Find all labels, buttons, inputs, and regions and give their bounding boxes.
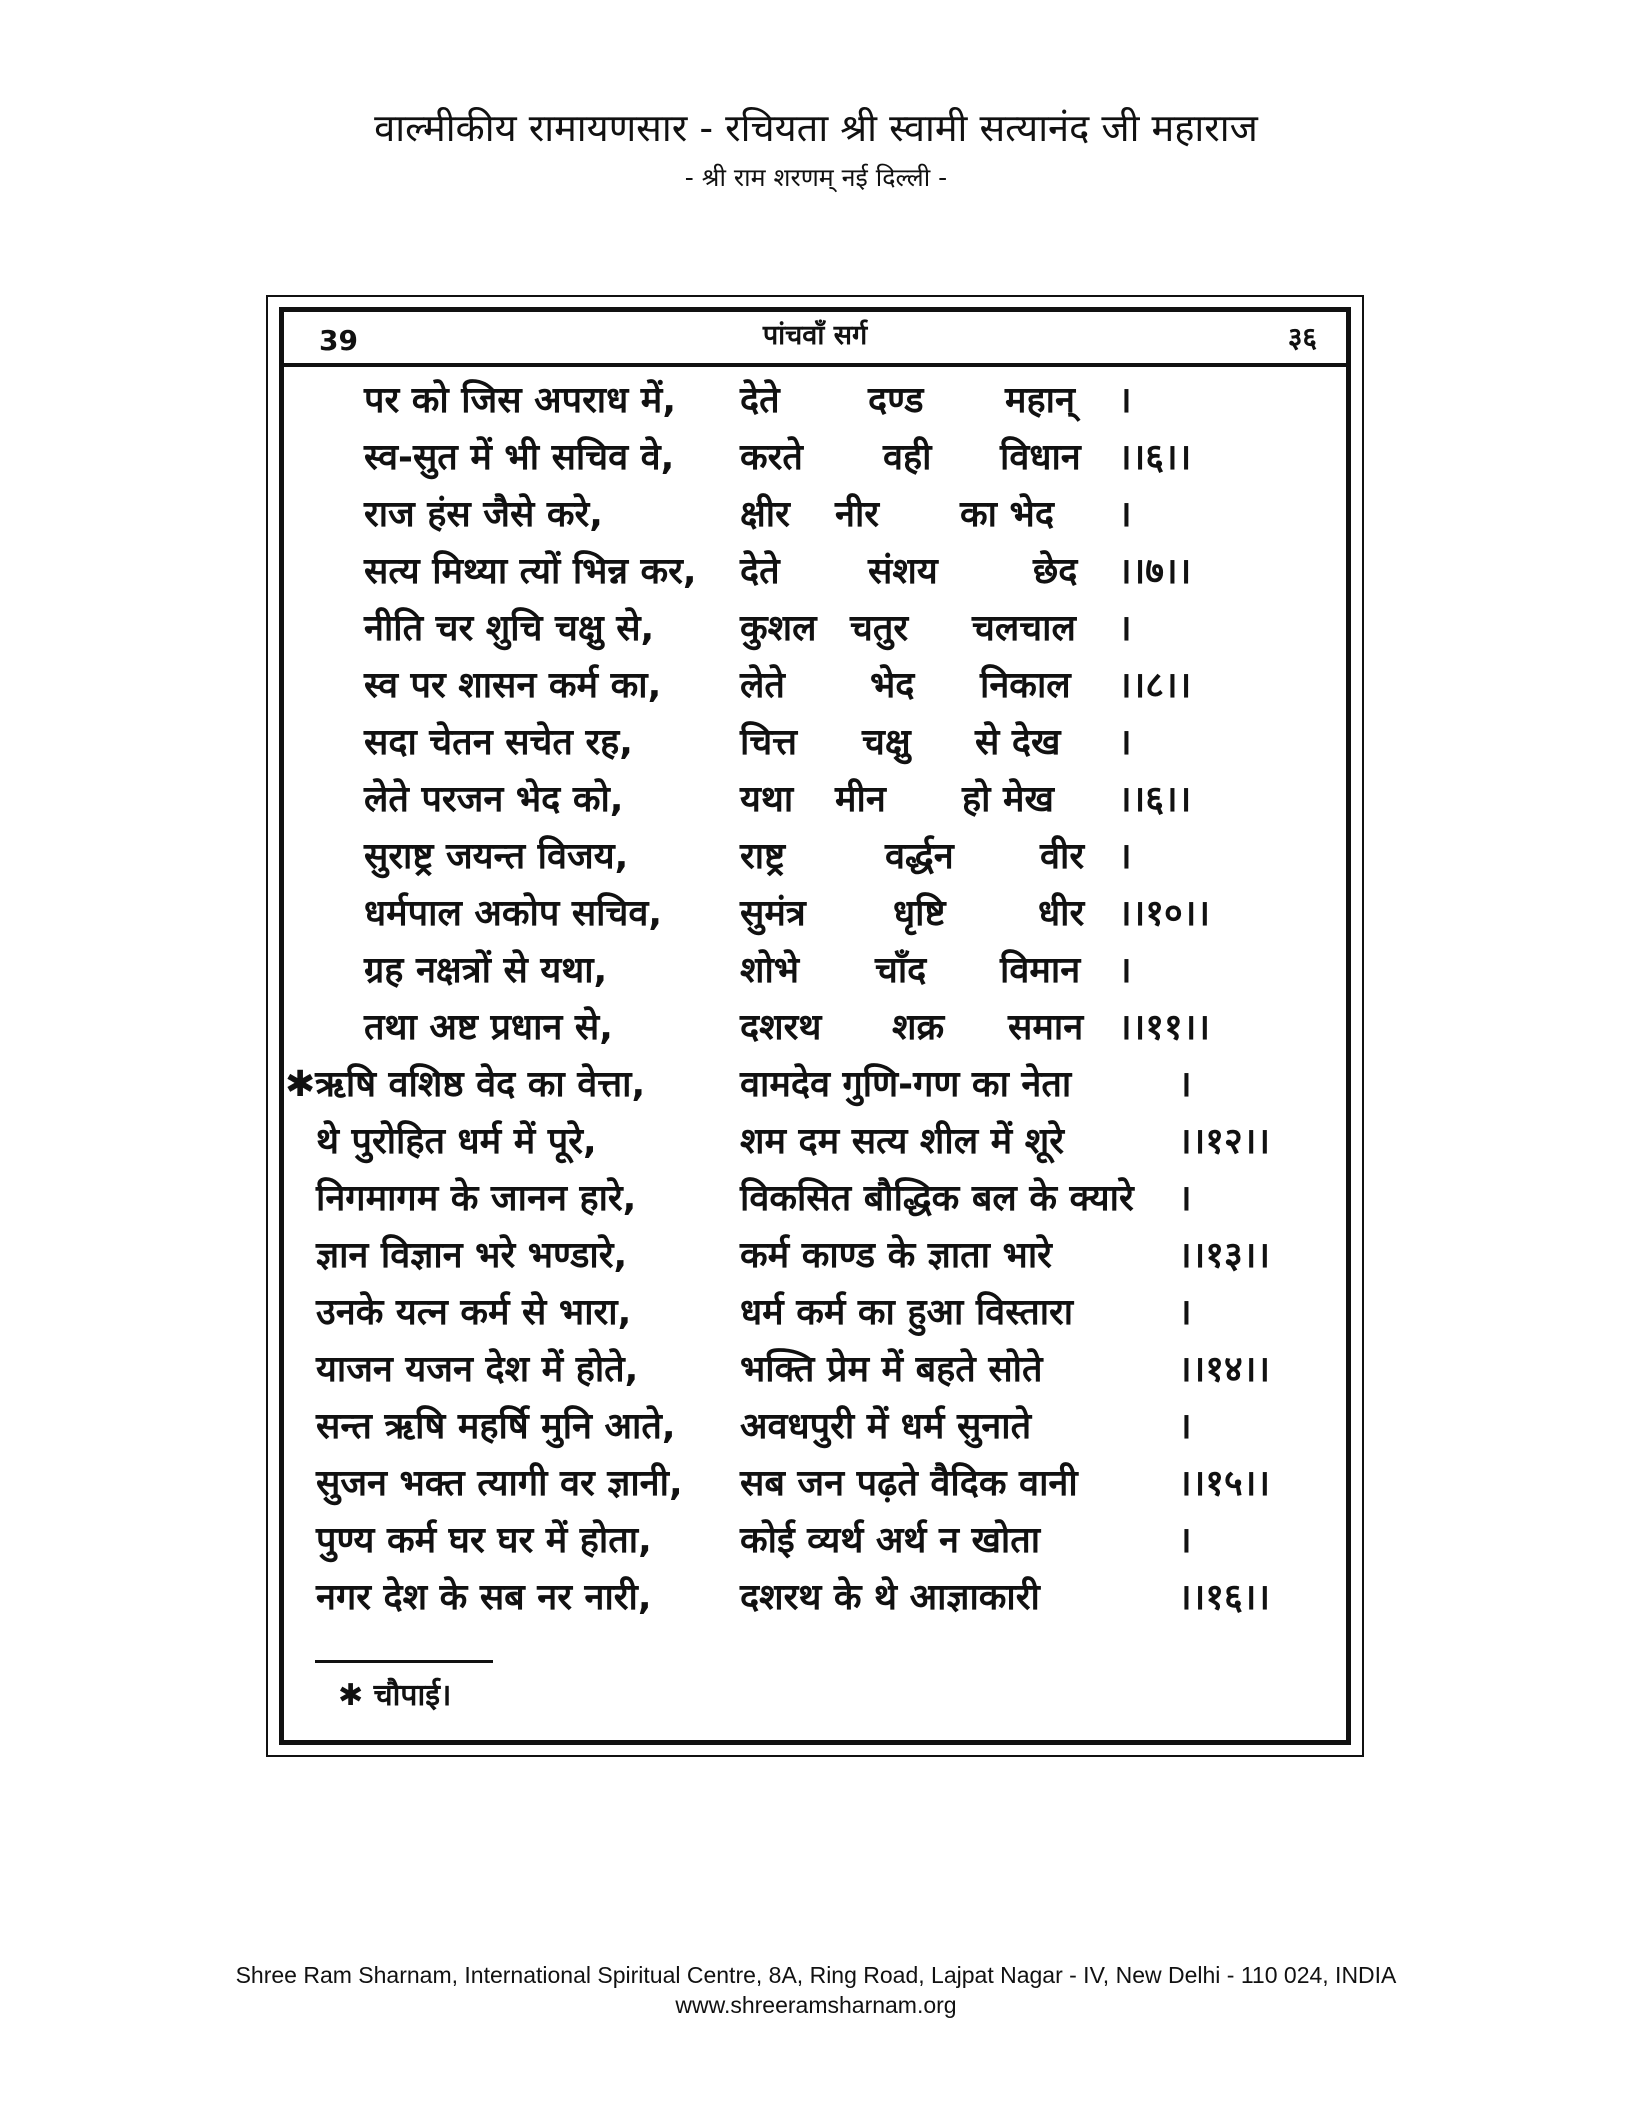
verse-end-mark: । [1118,722,1132,763]
verse-part-c: धृष्टि [893,893,946,934]
verse-part-a: तथा अष्ट प्रधान से, [364,1007,613,1048]
chaupai-end-mark: । [1178,1292,1192,1333]
chaupai-part-a: याजन यजन देश में होते, [316,1349,639,1390]
verse-part-b: करते [740,437,803,478]
chaupai-part-a: पुण्य कर्म घर घर में होता, [316,1520,652,1561]
verse-part-b: देते [740,380,780,421]
verse-end-mark: ।।७।। [1118,551,1192,592]
verse-part-d: विमान [1000,950,1081,991]
chapter-heading: पांचवाँ सर्ग [762,320,868,351]
verse-part-d: समान [1008,1007,1084,1048]
verse-part-a: लेते परजन भेद को, [364,779,624,820]
chaupai-part-a: ✱ऋषि वशिष्ठ वेद का वेत्ता, [285,1064,646,1105]
verse-part-c: चतुर [850,608,909,649]
verse-part-c: वर्द्धन [885,836,954,877]
verse-end-mark: । [1118,380,1132,421]
verse-part-c: दण्ड [868,380,924,421]
verse-end-mark: । [1118,494,1132,535]
verse-part-a: सत्य मिथ्या त्यों भिन्न कर, [364,551,697,592]
verse-part-c: चाँद [875,950,927,991]
chaupai-part-a: उनके यत्न कर्म से भारा, [316,1292,632,1333]
verse-part-d: महान् [1005,380,1075,421]
chaupai-part-a: थे पुरोहित धर्म में पूरे, [316,1121,597,1162]
chaupai-part-a: सुजन भक्त त्यागी वर ज्ञानी, [316,1463,683,1504]
page-heading-bar [279,307,1351,367]
verse-part-a: सुराष्ट्र जयन्त विजय, [364,836,629,877]
page-number-devanagari: ३६ [1287,321,1317,354]
chaupai-part-b: विकसित बौद्धिक बल के क्यारे [740,1178,1134,1219]
chaupai-part-b: अवधपुरी में धर्म सुनाते [740,1406,1032,1447]
document-subtitle: - श्री राम शरणम् नई दिल्ली - [684,163,948,192]
verse-part-c: संशय [868,551,938,592]
verse-end-mark: । [1118,950,1132,991]
verse-part-d: वीर [1040,836,1085,877]
page-number-arabic: 39 [319,324,358,357]
verse-part-c: वही [883,437,932,478]
verse-end-mark: । [1118,836,1132,877]
verse-part-a: धर्मपाल अकोप सचिव, [364,893,663,934]
footer-address: Shree Ram Sharnam, International Spiritual Centre, 8A, Ring Road, Lajpat Nagar - IV, New Delhi - 110 024, INDIA [235,1962,1397,1988]
verse-part-c: नीर [835,494,880,535]
chaupai-part-b: शम दम सत्य शील में शूरे [740,1121,1064,1162]
verse-end-mark: ।।११।। [1118,1007,1211,1048]
verse-part-b: शोभे [740,950,800,991]
chaupai-end-mark: ।।१६।। [1178,1577,1271,1618]
verse-part-a: पर को जिस अपराध में, [364,380,676,421]
chaupai-part-b: भक्ति प्रेम में बहते सोते [740,1349,1043,1390]
verse-end-mark: । [1118,608,1132,649]
verse-part-a: सदा चेतन सचेत रह, [364,722,633,763]
chaupai-part-b: धर्म कर्म का हुआ विस्तारा [740,1292,1074,1333]
chaupai-end-mark: ।।१४।। [1178,1349,1271,1390]
chaupai-end-mark: । [1178,1520,1192,1561]
chaupai-part-b: सब जन पढ़ते वैदिक वानी [740,1463,1078,1504]
chaupai-part-b: दशरथ के थे आज्ञाकारी [740,1577,1040,1618]
chaupai-part-a: निगमागम के जानन हारे, [316,1178,637,1219]
verse-part-d: चलचाल [972,608,1076,649]
verse-end-mark: ।।८।। [1118,665,1192,706]
chaupai-end-mark: ।।१५।। [1178,1463,1271,1504]
chaupai-part-a: नगर देश के सब नर नारी, [316,1577,652,1618]
verse-part-c: मीन [835,779,886,820]
chaupai-part-b: कर्म काण्ड के ज्ञाता भारे [740,1235,1052,1276]
verse-part-b: यथा [740,779,794,820]
footnote: ✱ चौपाई। [338,1678,452,1713]
verse-part-b: देते [740,551,780,592]
verse-part-c: चक्षु [862,722,911,763]
verse-part-a: राज हंस जैसे करे, [364,494,603,535]
chaupai-end-mark: । [1178,1178,1192,1219]
verse-part-d: विधान [1000,437,1081,478]
chaupai-part-b: वामदेव गुणि-गण का नेता [740,1064,1072,1105]
chaupai-end-mark: ।।१२।। [1178,1121,1271,1162]
verse-part-c: भेद [870,665,915,706]
verse-part-b: क्षीर [740,494,790,535]
chaupai-part-b: कोई व्यर्थ अर्थ न खोता [740,1520,1041,1561]
chaupai-part-a: सन्त ऋषि महर्षि मुनि आते, [316,1406,676,1447]
verse-end-mark: ।।१०।। [1118,893,1211,934]
verse-part-d: छेद [1033,551,1078,592]
verse-part-d: निकाल [980,665,1071,706]
verse-part-b: चित्त [740,722,798,763]
verse-part-a: ग्रह नक्षत्रों से यथा, [364,950,608,991]
footnote-divider [315,1660,493,1663]
chaupai-end-mark: । [1178,1406,1192,1447]
verse-end-mark: ।।६।। [1118,779,1192,820]
verse-part-a: नीति चर शुचि चक्षु से, [364,608,655,649]
verse-part-c: शक्र [892,1007,945,1048]
verse-part-b: कुशल [740,608,817,649]
footer-website: www.shreeramsharnam.org [675,1992,957,2018]
verse-part-a: स्व पर शासन कर्म का, [364,665,662,706]
verse-part-d: हो मेख [962,779,1054,820]
chaupai-end-mark: । [1178,1064,1192,1105]
chaupai-part-a: ज्ञान विज्ञान भरे भण्डारे, [316,1235,628,1276]
verse-part-d: से देख [975,722,1061,763]
verse-part-d: का भेद [960,494,1054,535]
document-title: वाल्मीकीय रामायणसार - रचियता श्री स्वामी सत्यानंद जी महाराज [374,106,1258,150]
verse-part-b: राष्ट्र [740,836,786,877]
verse-part-b: दशरथ [740,1007,822,1048]
verse-part-a: स्व-सुत में भी सचिव वे, [364,437,675,478]
verse-part-d: धीर [1038,893,1085,934]
verse-part-b: लेते [740,665,785,706]
verse-end-mark: ।।६।। [1118,437,1192,478]
verse-part-b: सुमंत्र [740,893,806,934]
chaupai-end-mark: ।।१३।। [1178,1235,1271,1276]
